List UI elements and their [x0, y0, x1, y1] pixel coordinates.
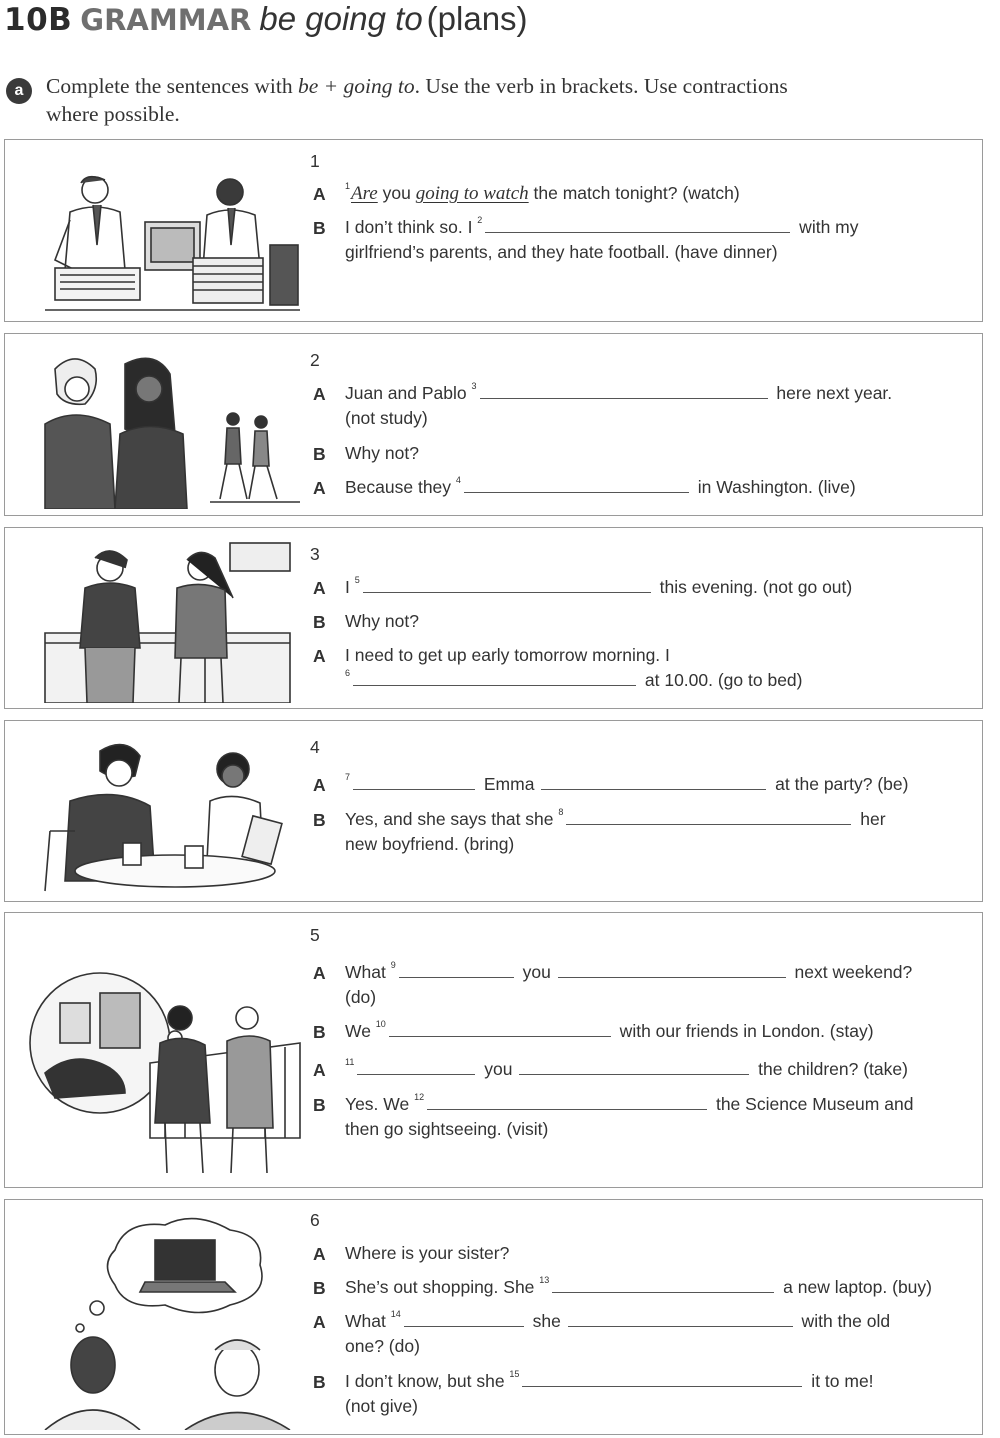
gap-number: 10 — [375, 1019, 386, 1029]
line-text: I — [345, 577, 355, 597]
dialogue-line — [345, 774, 908, 795]
answer-blank[interactable] — [357, 1060, 475, 1075]
line-text: What — [345, 1311, 391, 1331]
answer-blank[interactable] — [519, 1060, 749, 1075]
speaker-label: B — [313, 810, 326, 830]
speaker-label: A — [313, 578, 326, 598]
dialogue-line — [345, 962, 912, 983]
exercise-panel-2 — [4, 333, 983, 516]
answer-blank[interactable] — [566, 810, 851, 825]
dialogue-line: then go sightseeing. (visit) — [345, 1119, 549, 1139]
line-text: a new laptop. (buy) — [778, 1277, 932, 1297]
speaker-label: A — [313, 1244, 326, 1264]
speaker-label: B — [313, 1278, 326, 1298]
gap-number: 2 — [477, 215, 483, 225]
instruction-part: . Use the verb in brackets. Use contractions — [414, 74, 788, 98]
line-text: with my — [794, 217, 859, 237]
answer-blank[interactable] — [353, 671, 636, 686]
gap-number: 11 — [345, 1057, 355, 1067]
dialogue-line: (do) — [345, 987, 377, 1007]
dialogue-line: one? (do) — [345, 1336, 420, 1356]
answer-blank[interactable] — [404, 1312, 524, 1327]
gap-number: 4 — [455, 475, 461, 485]
line-text: We — [345, 1021, 376, 1041]
speaker-label: B — [313, 1095, 326, 1115]
gap-number: 1 — [345, 181, 351, 191]
dialogue-line: I need to get up early tomorrow morning. I — [345, 645, 670, 665]
answer-blank[interactable] — [480, 384, 768, 399]
line-text: here next year. — [771, 383, 893, 403]
speaker-label: B — [313, 1022, 326, 1042]
line-text: this evening. (not go out) — [654, 577, 853, 597]
instruction-part: where possible. — [46, 102, 180, 126]
example-answer: going to watch — [415, 183, 529, 204]
dialogue-line — [345, 1371, 874, 1392]
gap-number: 7 — [345, 772, 351, 782]
answer-blank[interactable] — [485, 218, 790, 233]
line-text: the children? (take) — [753, 1059, 908, 1079]
line-text: the Science Museum and — [711, 1094, 914, 1114]
exercise-number: 5 — [310, 925, 320, 945]
gap-number: 15 — [509, 1369, 520, 1379]
office-scene-illustration — [15, 150, 300, 315]
exercise-panel-3 — [4, 527, 983, 709]
dialogue-line: (not study) — [345, 408, 428, 428]
exercise-panel-6 — [4, 1199, 983, 1435]
speaker-label: A — [313, 478, 326, 498]
dialogue-line: Why not? — [345, 443, 419, 463]
speaker-label: B — [313, 1372, 326, 1392]
gap-number: 9 — [390, 960, 396, 970]
line-text: She’s out shopping. She — [345, 1277, 540, 1297]
dialogue-line — [345, 1059, 908, 1080]
line-text: Yes, and she says that she — [345, 809, 559, 829]
line-text: in Washington. (live) — [692, 477, 856, 497]
line-text: you — [517, 962, 556, 982]
exercise-number: 6 — [310, 1210, 320, 1230]
line-text: you — [479, 1059, 518, 1079]
gap-number: 14 — [390, 1309, 401, 1319]
answer-blank[interactable] — [399, 963, 514, 978]
exercise-number: 1 — [310, 151, 320, 171]
speaker-label: A — [313, 1312, 326, 1332]
line-text: What — [345, 962, 391, 982]
exercise-panel-4 — [4, 720, 983, 902]
line-text: I don’t know, but she — [345, 1371, 510, 1391]
thought-bubble-laptop-illustration — [15, 1210, 305, 1430]
answer-blank[interactable] — [522, 1372, 802, 1387]
answer-blank[interactable] — [568, 1312, 793, 1327]
line-text: she — [527, 1311, 566, 1331]
speaker-label: B — [313, 218, 326, 238]
line-text: Yes. We — [345, 1094, 415, 1114]
line-text: with the old — [796, 1311, 891, 1331]
answer-blank[interactable] — [558, 963, 786, 978]
line-text: next weekend? — [789, 962, 913, 982]
dialogue-line — [345, 809, 886, 830]
speaker-label: B — [313, 444, 326, 464]
line-text: her — [855, 809, 886, 829]
speaker-label: A — [313, 1060, 326, 1080]
students-scene-illustration — [15, 344, 300, 509]
thought-bubble-city-illustration — [15, 923, 305, 1183]
line-text: the match tonight? (watch) — [528, 183, 740, 203]
answer-blank[interactable] — [427, 1095, 707, 1110]
gap-number: 13 — [539, 1275, 550, 1285]
dialogue-line: new boyfriend. (bring) — [345, 834, 515, 854]
line-text: at the party? (be) — [770, 774, 909, 794]
gap-number: 3 — [471, 381, 477, 391]
answer-blank[interactable] — [552, 1278, 774, 1293]
exercise-panel-1 — [4, 139, 983, 322]
dialogue-line: girlfriend’s parents, and they hate football. (have dinner) — [345, 242, 778, 262]
exercise-badge: a — [6, 78, 32, 104]
speaker-label: A — [313, 646, 326, 666]
exercise-number: 3 — [310, 544, 320, 564]
dialogue-line — [345, 477, 856, 498]
answer-blank[interactable] — [389, 1022, 611, 1037]
instruction-part: Complete the sentences with — [46, 74, 298, 98]
line-text: it to me! — [806, 1371, 874, 1391]
answer-blank[interactable] — [353, 775, 475, 790]
line-text: Juan and Pablo — [345, 383, 472, 403]
example-answer: Are — [351, 183, 378, 204]
answer-blank[interactable] — [464, 478, 689, 493]
exercise-number: 2 — [310, 350, 320, 370]
gap-number: 6 — [345, 668, 351, 678]
section-word: GRAMMAR — [80, 3, 252, 37]
line-text: Emma — [479, 774, 540, 794]
line-text: with our friends in London. (stay) — [614, 1021, 874, 1041]
dialogue-line: Why not? — [345, 611, 419, 631]
dialogue-line — [345, 1311, 890, 1332]
dialogue-line — [345, 1021, 874, 1042]
dialogue-line — [345, 577, 852, 598]
dialogue-line — [345, 1094, 913, 1115]
answer-blank[interactable] — [541, 775, 766, 790]
dialogue-line: Where is your sister? — [345, 1243, 510, 1263]
line-text: I don’t think so. I — [345, 217, 478, 237]
exercise-panel-5 — [4, 912, 983, 1188]
speaker-label: A — [313, 384, 326, 404]
dialogue-line: (not give) — [345, 1396, 418, 1416]
speaker-label: B — [313, 612, 326, 632]
speaker-label: A — [313, 184, 326, 204]
dialogue-line — [345, 217, 859, 238]
instruction-italic: be + going to — [297, 74, 415, 98]
dialogue-line — [345, 183, 740, 205]
line-text: Because they — [345, 477, 456, 497]
speaker-label: A — [313, 963, 326, 983]
exercise-number: 4 — [310, 737, 320, 757]
dialogue-line — [345, 670, 803, 691]
kitchen-scene-illustration — [15, 538, 300, 703]
line-text: you — [377, 183, 416, 203]
gap-number: 12 — [414, 1092, 425, 1102]
unit-code: 10B — [4, 2, 73, 38]
page-title — [4, 0, 528, 48]
answer-blank[interactable] — [363, 578, 651, 593]
dialogue-line — [345, 383, 892, 404]
topic-italic: be going to — [259, 0, 423, 37]
line-text: at 10.00. (go to bed) — [640, 670, 803, 690]
topic-rest: (plans) — [426, 0, 528, 37]
instruction-text — [46, 72, 946, 128]
dialogue-line — [345, 1277, 932, 1298]
gap-number: 5 — [354, 575, 360, 585]
gap-number: 8 — [558, 807, 564, 817]
cafe-scene-illustration — [15, 731, 300, 896]
speaker-label: A — [313, 775, 326, 795]
